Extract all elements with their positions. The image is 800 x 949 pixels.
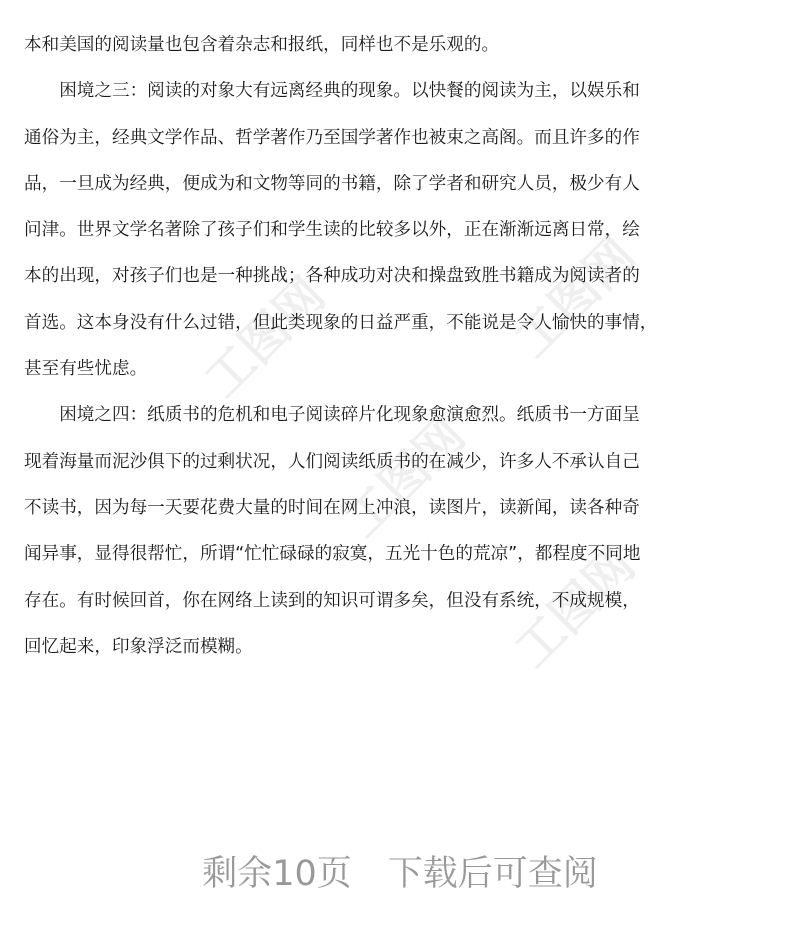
- watermark: 工图网: [504, 226, 646, 369]
- text-line: 回忆起来，印象浮泛而模糊。: [24, 636, 253, 657]
- download-prompt-label: 下载后可查阅: [387, 854, 598, 894]
- text-line: 品，一旦成为经典，便成为和文物等同的书籍，除了学者和研究人员，极少有人: [24, 173, 640, 194]
- text-line: 困境之三：阅读的对象大有远离经典的现象。以快餐的阅读为主，以娱乐和: [24, 81, 640, 102]
- watermark: 工图网: [334, 406, 476, 549]
- document-body: [24, 22, 656, 670]
- remaining-pages-banner[interactable]: [0, 846, 800, 896]
- text-line: 困境之四：纸质书的危机和电子阅读碎片化现象愈演愈烈。纸质书一方面呈: [24, 405, 640, 426]
- watermark: 工图网: [504, 536, 646, 679]
- text-line: 闻异事，显得很帮忙，所谓“忙忙碌碌的寂寞，五光十色的荒凉”，都程度不同地: [24, 544, 641, 565]
- remaining-pages-label: 剩余10页: [202, 854, 352, 894]
- text-line: 问津。世界文学名著除了孩子们和学生读的比较多以外，正在渐渐远离日常，绘: [24, 220, 640, 241]
- text-line: 首选。这本身没有什么过错，但此类现象的日益严重，不能说是令人愉快的事情，: [24, 312, 658, 333]
- text-line: 通俗为主，经典文学作品、哲学著作乃至国学著作也被束之高阁。而且许多的作: [24, 127, 640, 148]
- text-line: 存在。有时候回首，你在网络上读到的知识可谓多矣，但没有系统，不成规模，: [24, 590, 640, 611]
- text-line: 现着海量而泥沙俱下的过剩状况，人们阅读纸质书的在减少，许多人不承认自己: [24, 451, 640, 472]
- text-line: 本的出现，对孩子们也是一种挑战；各种成功对决和操盘致胜书籍成为阅读者的: [24, 266, 640, 287]
- text-line: 不读书，因为每一天要花费大量的时间在网上冲浪，读图片，读新闻，读各种奇: [24, 497, 640, 518]
- text-line: 甚至有些忧虑。: [24, 359, 148, 380]
- watermark: 工图网: [194, 266, 336, 409]
- text-line: 本和美国的阅读量也包含着杂志和报纸，同样也不是乐观的。: [24, 35, 500, 55]
